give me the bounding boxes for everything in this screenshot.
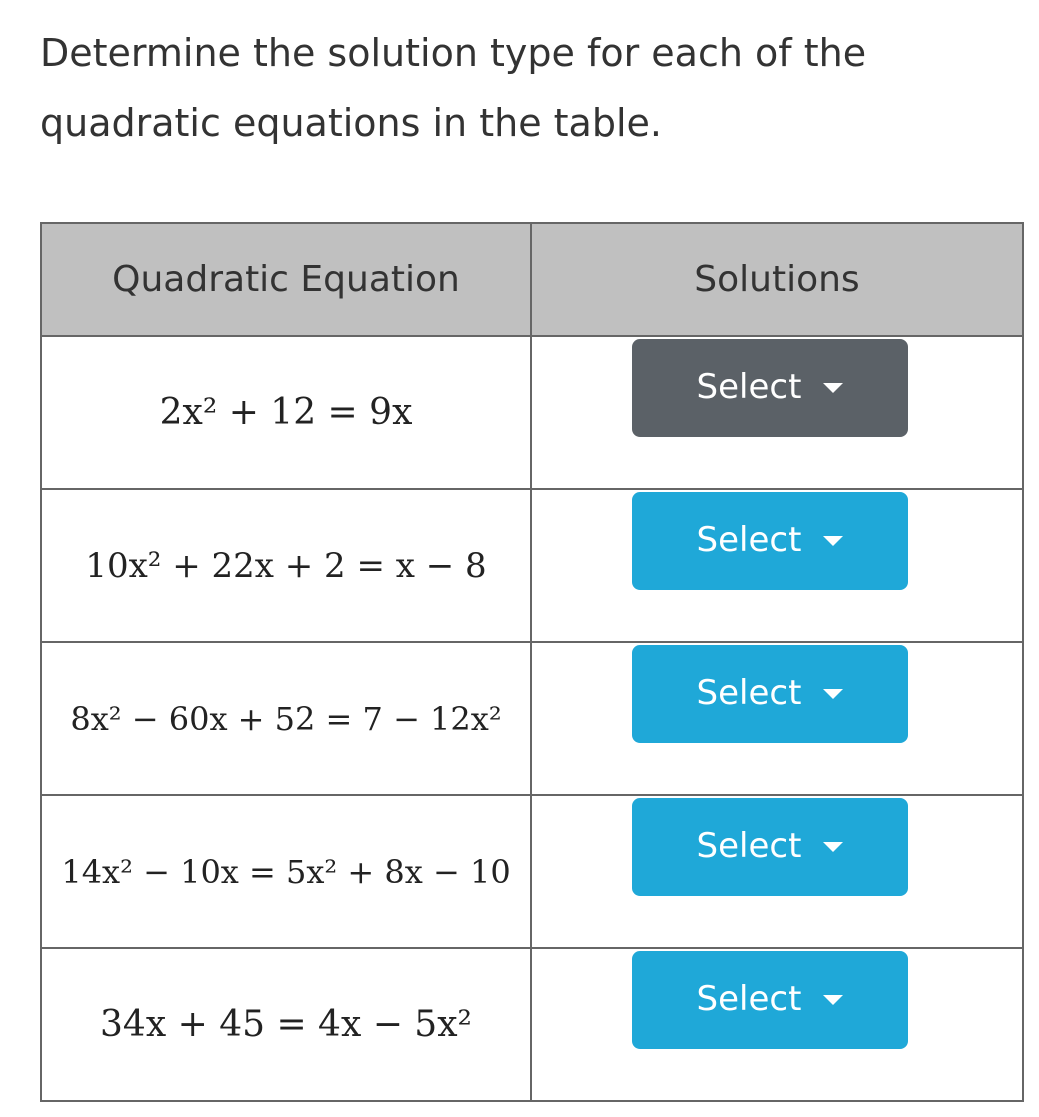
table-row [41,489,1023,642]
caret-down-icon [823,383,843,393]
header-solutions: Solutions [531,223,1023,336]
table-row [41,795,1023,948]
caret-down-icon [823,995,843,1005]
solution-cell [531,948,1023,1101]
solution-cell [531,489,1023,642]
equation-text: 2x² + 12 = 9x [159,392,413,433]
equations-table [40,222,1024,1102]
solution-select-dropdown[interactable] [632,492,908,590]
select-label: Select [696,367,802,407]
equation-cell [41,642,531,795]
select-label: Select [696,673,802,713]
solution-cell [531,642,1023,795]
caret-down-icon [823,536,843,546]
table-row [41,642,1023,795]
header-quadratic-equation: Quadratic Equation [41,223,531,336]
instructions [40,18,1000,158]
equation-cell [41,948,531,1101]
solution-cell [531,336,1023,489]
solution-select-dropdown[interactable] [632,951,908,1049]
equation-cell [41,489,531,642]
select-label: Select [696,520,802,560]
solution-select-dropdown[interactable] [632,798,908,896]
equation-cell [41,795,531,948]
table-row [41,948,1023,1101]
solution-select-dropdown[interactable] [632,339,908,437]
caret-down-icon [823,689,843,699]
table-header-row [41,223,1023,336]
table-row [41,336,1023,489]
select-label: Select [696,979,802,1019]
equation-text: 14x² − 10x = 5x² + 8x − 10 [61,852,511,891]
instructions-line-2: quadratic equations in the table. [40,101,662,145]
caret-down-icon [823,842,843,852]
equation-text: 8x² − 60x + 52 = 7 − 12x² [70,699,502,738]
select-label: Select [696,826,802,866]
equation-text: 34x + 45 = 4x − 5x² [100,1004,472,1045]
solution-select-dropdown[interactable] [632,645,908,743]
instructions-line-1: Determine the solution type for each of the [40,31,867,75]
equation-cell [41,336,531,489]
solution-cell [531,795,1023,948]
equation-text: 10x² + 22x + 2 = x − 8 [85,545,487,586]
